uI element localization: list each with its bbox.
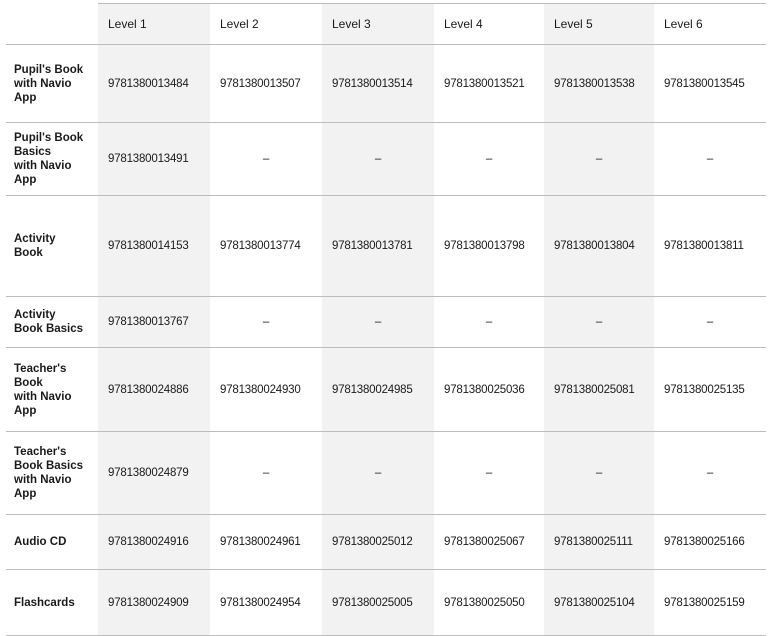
isbn-cell: 9781380013774	[210, 196, 322, 297]
empty-cell: –	[434, 297, 544, 348]
isbn-cell: 9781380024879	[98, 432, 210, 515]
isbn-cell: 9781380024930	[210, 348, 322, 432]
row-label	[6, 123, 98, 196]
row-label-line: App	[14, 91, 37, 104]
isbn-cell: 9781380025005	[322, 570, 434, 636]
isbn-cell: 9781380014153	[98, 196, 210, 297]
isbn-cell: 9781380013811	[654, 196, 766, 297]
empty-cell: –	[544, 432, 654, 515]
row-label-line: Teacher's	[14, 362, 67, 375]
row-label-line: with Navio	[14, 390, 72, 403]
isbn-cell: 9781380013767	[98, 297, 210, 348]
header-row	[6, 4, 766, 45]
isbn-cell: 9781380025067	[434, 515, 544, 570]
table-row-audio-cd	[6, 515, 766, 570]
row-label	[6, 515, 98, 570]
empty-cell: –	[322, 123, 434, 196]
isbn-cell: 9781380025166	[654, 515, 766, 570]
row-label-line: Book	[14, 247, 43, 259]
isbn-cell: 9781380013798	[434, 196, 544, 297]
empty-cell: –	[544, 297, 654, 348]
row-label-line: Activity	[14, 309, 56, 321]
table-row-teachers-book-basics-navio	[6, 432, 766, 515]
row-label	[6, 45, 98, 123]
isbn-cell: 9781380024886	[98, 348, 210, 432]
table-row-activity-book	[6, 196, 766, 297]
table-row-activity-book-basics	[6, 297, 766, 348]
row-label-line: with Navio	[14, 77, 72, 90]
isbn-cell: 9781380025159	[654, 570, 766, 636]
empty-cell: –	[434, 123, 544, 196]
empty-cell: –	[654, 432, 766, 515]
empty-cell: –	[322, 432, 434, 515]
isbn-cell: 9781380025104	[544, 570, 654, 636]
isbn-cell: 9781380024954	[210, 570, 322, 636]
row-label	[6, 570, 98, 636]
empty-cell: –	[434, 432, 544, 515]
row-label-line: Book Basics	[14, 323, 84, 335]
isbn-cell: 9781380013514	[322, 45, 434, 123]
column-header-level-1: Level 1	[98, 4, 210, 45]
row-label-line: Teacher's	[14, 446, 67, 458]
row-label-line: Flashcards	[14, 596, 75, 609]
isbn-cell: 9781380013491	[98, 123, 210, 196]
isbn-cell: 9781380025135	[654, 348, 766, 432]
isbn-cell: 9781380024909	[98, 570, 210, 636]
isbn-cell: 9781380024961	[210, 515, 322, 570]
table-row-teachers-book-navio	[6, 348, 766, 432]
row-label-line: Pupil's Book	[14, 63, 84, 76]
column-header-level-4: Level 4	[434, 4, 544, 45]
row-label-line: Activity	[14, 233, 56, 245]
isbn-cell: 9781380013507	[210, 45, 322, 123]
empty-cell: –	[544, 123, 654, 196]
row-label-line: Basics	[14, 146, 52, 158]
row-label-line: Pupil's Book	[14, 132, 84, 144]
isbn-cell: 9781380013521	[434, 45, 544, 123]
row-label	[6, 196, 98, 297]
row-label-line: Book Basics	[14, 460, 84, 472]
isbn-cell: 9781380013781	[322, 196, 434, 297]
empty-cell: –	[210, 432, 322, 515]
row-label-line: App	[14, 488, 37, 500]
empty-cell: –	[210, 297, 322, 348]
table-row-pupils-book-navio	[6, 45, 766, 123]
isbn-cell: 9781380013545	[654, 45, 766, 123]
column-header-level-5: Level 5	[544, 4, 654, 45]
row-label-line: App	[14, 404, 37, 417]
isbn-cell: 9781380025036	[434, 348, 544, 432]
isbn-cell: 9781380024985	[322, 348, 434, 432]
isbn-cell: 9781380013484	[98, 45, 210, 123]
isbn-cell: 9781380013538	[544, 45, 654, 123]
isbn-cell: 9781380025111	[544, 515, 654, 570]
row-label	[6, 297, 98, 348]
column-header-level-2: Level 2	[210, 4, 322, 45]
row-label-line: with Navio	[14, 160, 72, 172]
column-header-level-6: Level 6	[654, 4, 766, 45]
isbn-cell: 9781380025050	[434, 570, 544, 636]
table-row-pupils-book-basics-navio	[6, 123, 766, 196]
empty-cell: –	[210, 123, 322, 196]
row-label-line: App	[14, 174, 37, 186]
isbn-cell: 9781380024916	[98, 515, 210, 570]
table-row-flashcards	[6, 570, 766, 636]
isbn-cell: 9781380025081	[544, 348, 654, 432]
row-label	[6, 432, 98, 515]
header-corner	[6, 4, 98, 45]
row-label-line: Book	[14, 376, 43, 389]
empty-cell: –	[654, 123, 766, 196]
isbn-cell: 9781380025012	[322, 515, 434, 570]
empty-cell: –	[322, 297, 434, 348]
isbn-table	[6, 3, 766, 636]
isbn-cell: 9781380013804	[544, 196, 654, 297]
row-label	[6, 348, 98, 432]
empty-cell: –	[654, 297, 766, 348]
column-header-level-3: Level 3	[322, 4, 434, 45]
row-label-line: Audio CD	[14, 536, 67, 548]
row-label-line: with Navio	[14, 474, 72, 486]
